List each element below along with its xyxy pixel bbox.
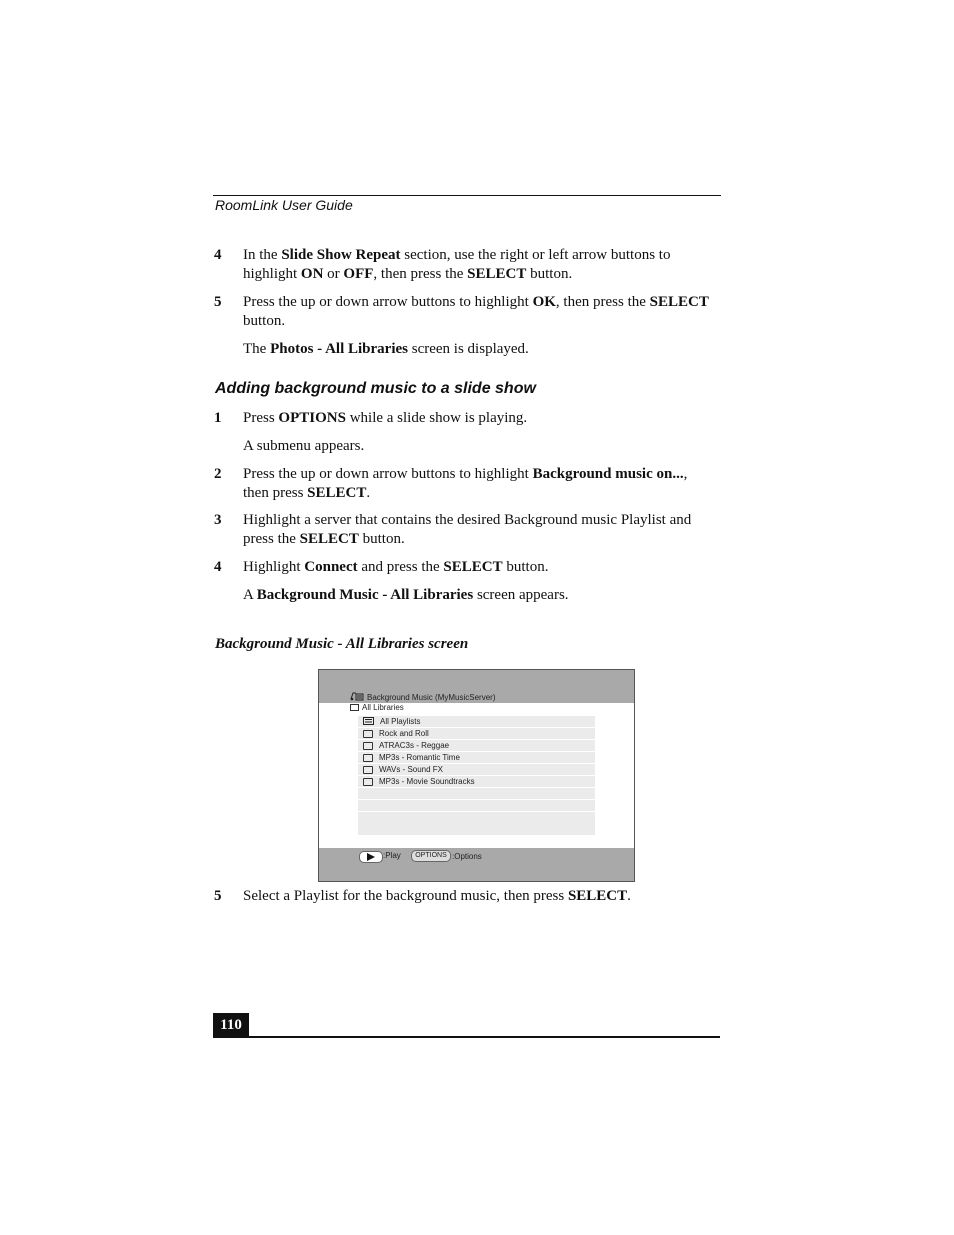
libraries-label-text: All Libraries bbox=[362, 703, 404, 712]
play-button-icon bbox=[359, 851, 383, 863]
step-text: Select a Playlist for the background music, then press SELECT. bbox=[243, 888, 631, 904]
list-item[interactable] bbox=[358, 728, 595, 739]
step-text: Highlight a server that contains the desired Background music Playlist and press the SELECT button. bbox=[243, 512, 692, 547]
header-rule bbox=[213, 195, 721, 196]
folder-icon bbox=[363, 778, 373, 786]
folder-icon bbox=[363, 730, 373, 738]
result-bg: A Background Music - All Libraries screen appears. bbox=[243, 587, 569, 603]
list-item-label: All Playlists bbox=[380, 717, 421, 726]
step-number: 3 bbox=[214, 512, 222, 528]
header-title: RoomLink User Guide bbox=[215, 197, 353, 213]
step-text: Press the up or down arrow buttons to highlight Background music on..., then press SELECT. bbox=[243, 466, 688, 501]
figure-caption: Background Music - All Libraries screen bbox=[215, 636, 469, 652]
empty-row bbox=[358, 788, 595, 799]
list-item[interactable] bbox=[358, 740, 595, 751]
step-number: 5 bbox=[214, 888, 222, 904]
options-button-icon: OPTIONS bbox=[411, 850, 451, 862]
playlists-icon bbox=[363, 717, 374, 727]
libraries-label bbox=[350, 703, 404, 712]
step-number: 4 bbox=[214, 559, 222, 575]
list-item[interactable] bbox=[358, 716, 595, 727]
list-item[interactable] bbox=[358, 776, 595, 787]
result-photos: The Photos - All Libraries screen is displayed. bbox=[243, 341, 529, 357]
list-item[interactable] bbox=[358, 752, 595, 763]
empty-row bbox=[358, 800, 595, 811]
list-item-label: MP3s - Romantic Time bbox=[379, 753, 460, 762]
step-text: Highlight Connect and press the SELECT button. bbox=[243, 559, 549, 575]
folder-icon bbox=[363, 754, 373, 762]
list-item-label: Rock and Roll bbox=[379, 729, 429, 738]
options-label: :Options bbox=[452, 852, 482, 861]
monitor-icon bbox=[350, 704, 359, 711]
section-heading: Adding background music to a slide show bbox=[215, 380, 536, 397]
step-number: 5 bbox=[214, 294, 222, 310]
submenu-note: A submenu appears. bbox=[243, 438, 365, 454]
screen-title bbox=[350, 691, 495, 703]
screen-title-text: Background Music (MyMusicServer) bbox=[367, 692, 496, 702]
list-item[interactable] bbox=[358, 764, 595, 775]
page-number: 110 bbox=[213, 1013, 249, 1037]
screen-bottom-bar bbox=[319, 848, 634, 881]
list-item-label: MP3s - Movie Soundtracks bbox=[379, 777, 475, 786]
play-label: :Play bbox=[383, 851, 401, 860]
folder-icon bbox=[363, 766, 373, 774]
step-number: 4 bbox=[214, 247, 222, 263]
folder-icon bbox=[363, 742, 373, 750]
step-text: Press the up or down arrow buttons to highlight OK, then press the SELECT button. bbox=[243, 294, 709, 329]
background-music-screen bbox=[318, 669, 635, 882]
footer-rule bbox=[213, 1036, 720, 1038]
step-text: Press OPTIONS while a slide show is playing. bbox=[243, 410, 528, 426]
step-number: 1 bbox=[214, 410, 222, 426]
list-item-label: ATRAC3s - Reggae bbox=[379, 741, 450, 750]
playlist-list bbox=[358, 716, 595, 836]
music-server-icon bbox=[350, 691, 364, 703]
empty-row bbox=[358, 812, 595, 835]
list-item-label: WAVs - Sound FX bbox=[379, 765, 444, 774]
step-text: In the Slide Show Repeat section, use the right or left arrow buttons to highlight ON or OFF, then press the SELECT button. bbox=[243, 247, 671, 282]
step-number: 2 bbox=[214, 466, 222, 482]
